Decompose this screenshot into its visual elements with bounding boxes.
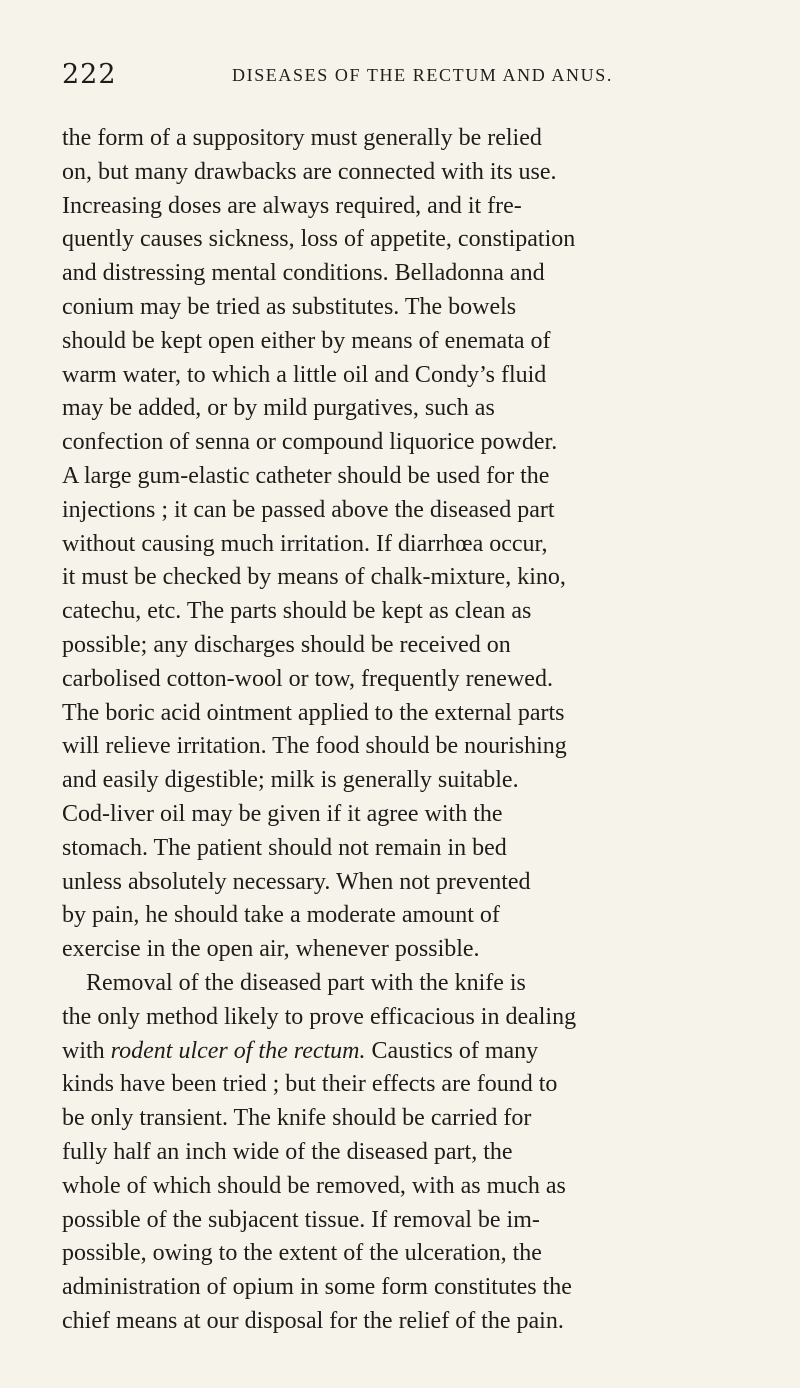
text-line: catechu, etc. The parts should be kept as clean as: [62, 598, 532, 625]
italic-phrase: rodent ulcer of the rectum.: [110, 1037, 366, 1064]
paragraph-1: [62, 122, 792, 967]
text-line: fully half an inch wide of the diseased part, the: [62, 1138, 513, 1165]
text-line: possible; any discharges should be received on: [62, 631, 511, 658]
text-line: injections ; it can be passed above the diseased part: [62, 496, 555, 523]
text-line: kinds have been tried ; but their effects are found to: [62, 1071, 558, 1098]
text-line: Cod-liver oil may be given if it agree with the: [62, 800, 503, 827]
text-line: unless absolutely necessary. When not prevented: [62, 868, 531, 895]
page-header: [62, 55, 762, 95]
text-line: exercise in the open air, whenever possible.: [62, 936, 480, 963]
text-line: warm water, to which a little oil and Condy’s fluid: [62, 361, 547, 388]
text-line: carbolised cotton-wool or tow, frequently renewed.: [62, 665, 553, 692]
text-line: The boric acid ointment applied to the external parts: [62, 699, 565, 726]
text-line: possible of the subjacent tissue. If removal be im-: [62, 1206, 540, 1233]
text-fragment: Caustics of many: [365, 1037, 539, 1064]
text-line: and easily digestible; milk is generally suitable.: [62, 767, 519, 794]
text-line: conium may be tried as substitutes. The bowels: [62, 293, 517, 320]
text-line: administration of opium in some form constitutes the: [62, 1274, 572, 1301]
text-line: confection of senna or compound liquorice powder.: [62, 429, 558, 456]
text-line: be only transient. The knife should be carried for: [62, 1105, 532, 1132]
text-line: without causing much irritation. If diarrhœa occur,: [62, 530, 548, 557]
text-line: may be added, or by mild purgatives, such as: [62, 395, 495, 422]
text-line: and distressing mental conditions. Belladonna and: [62, 260, 545, 287]
text-line: by pain, he should take a moderate amount of: [62, 902, 500, 929]
body-text: [62, 122, 792, 1339]
text-line: it must be checked by means of chalk-mixture, kino,: [62, 564, 566, 591]
running-head: DISEASES OF THE RECTUM AND ANUS.: [232, 65, 613, 85]
text-line: the form of a suppository must generally be relied: [62, 125, 542, 151]
text-line: whole of which should be removed, with as much as: [62, 1172, 566, 1199]
text-line: chief means at our disposal for the relief of the pain.: [62, 1307, 564, 1334]
text-line: [62, 1035, 792, 1069]
text-line: will relieve irritation. The food should be nourishing: [62, 733, 567, 760]
text-line: A large gum-elastic catheter should be used for the: [62, 462, 550, 489]
text-line: should be kept open either by means of enemata of: [62, 327, 551, 354]
text-fragment: with: [62, 1037, 111, 1064]
text-line: on, but many drawbacks are connected with its use.: [62, 158, 557, 185]
text-line: stomach. The patient should not remain in bed: [62, 834, 507, 861]
page-number: 222: [62, 59, 117, 90]
text-line: Removal of the diseased part with the knife is: [86, 969, 526, 996]
text-line: possible, owing to the extent of the ulceration, the: [62, 1240, 542, 1267]
paragraph-2: [62, 967, 792, 1339]
text-line: quently causes sickness, loss of appetite, constipation: [62, 226, 576, 253]
text-line: the only method likely to prove efficacious in dealing: [62, 1003, 577, 1030]
text-line: Increasing doses are always required, and it fre-: [62, 192, 522, 219]
